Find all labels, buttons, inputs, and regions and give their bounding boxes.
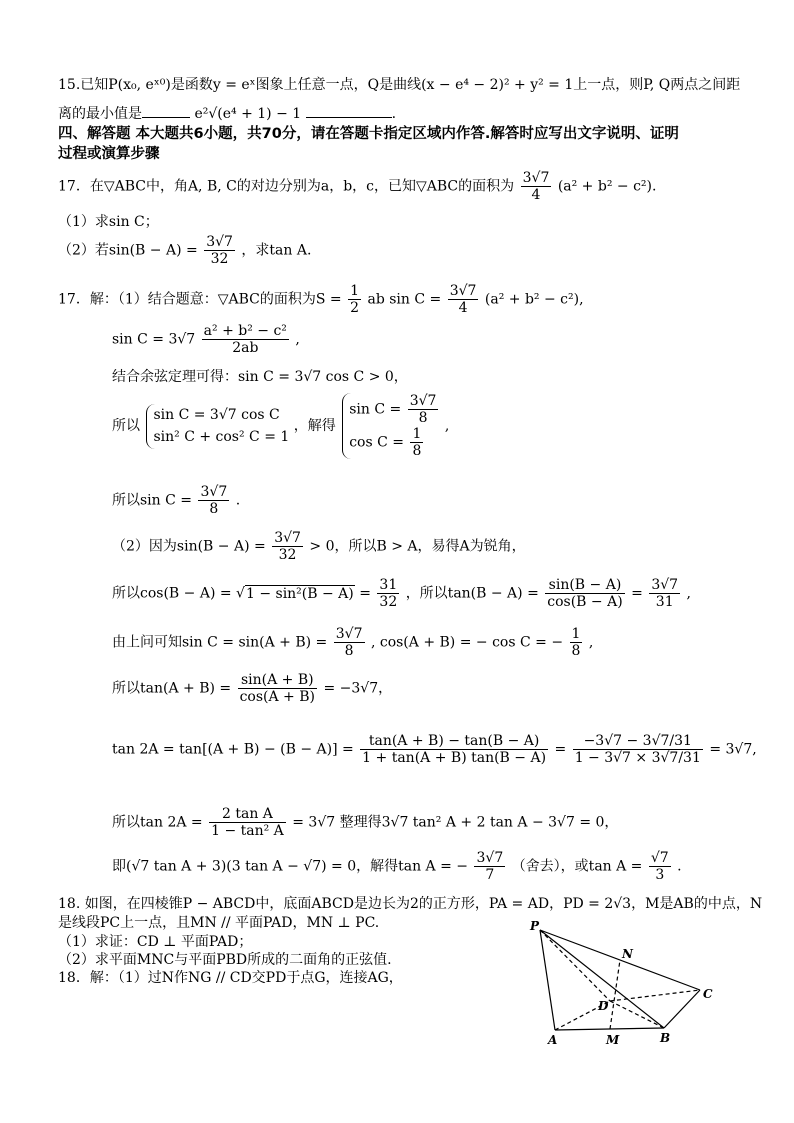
label-M: M bbox=[606, 1033, 620, 1047]
sol18-line1: 18．解：（1）过N作NG // CD交PD于点G，连接AG， bbox=[58, 970, 403, 986]
solution-system: sin C = $\frac{3√7}{8}$ cos C = $\frac{1}{8}$ bbox=[342, 393, 440, 459]
segment-MN bbox=[610, 960, 620, 1029]
sol17-line6: （2）因为sin(B − A) = $\frac{3√7}{32}$ > 0，所以B > A，易得A为锐角， bbox=[112, 530, 526, 564]
q18-part2: （2）求平面MNC与平面PBD所成的二面角的正弦值. bbox=[58, 952, 392, 968]
sol17-line11: 所以tan 2A = $\frac{\text{2 tan A}}{\text{1 − tan² A}}$ = 3√7 整理得3√7 tan² A + 2 tan A − 3√7 = 0， bbox=[112, 806, 619, 840]
sol17-line1: 17．解：（1）结合题意：▽ABC的面积为S = $\frac{1}{2}$ ab sin C = $\frac{3√7}{4}$ (a² + b² − c²), bbox=[58, 283, 584, 317]
edge-BC bbox=[664, 990, 700, 1028]
q17-stem-fraction: $\frac{3√7}{4}$ bbox=[522, 170, 550, 204]
sol17-line7: 所以cos(B − A) = √1 − sin²(B − A) = $\frac{31}{32}$ ，所以tan(B − A) = $\frac{\sin(B - A)}{\cos(B - A)}$ = $\frac{3√7}{31}$ , bbox=[112, 577, 691, 611]
label-B: B bbox=[660, 1031, 671, 1045]
edge-DB bbox=[610, 1001, 664, 1028]
label-C: C bbox=[703, 987, 713, 1001]
sol17-line2: sin C = 3√7 $\frac{\text{a² + b² − c²}}{2ab}$ , bbox=[112, 323, 300, 357]
q18-line2: 是线段PC上一点，且MN // 平面PAD，MN ⊥ PC. bbox=[58, 915, 380, 931]
q15-line1: 15.已知P(x₀, eˣ⁰)是函数y = eˣ图象上任意一点，Q是曲线(x − e⁴ − 2)² + y² = 1上一点，则P, Q两点之间距 bbox=[58, 77, 741, 93]
q18-line1: 18. 如图，在四棱锥P − ABCD中，底面ABCD是边长为2的正方形，PA = AD，PD = 2√3，M是AB的中点，N bbox=[58, 896, 763, 912]
equation-system: sin C = 3√7 cos C sin² C + cos² C = 1 bbox=[146, 404, 289, 449]
q15-answer: e²√(e⁴ + 1) − 1 bbox=[194, 106, 302, 122]
q17-stem: 17．在▽ABC中，角A, B, C的对边分别为a，b，c，已知▽ABC的面积为 $\frac{3√7}{4}$ (a² + b² − c²). bbox=[58, 170, 657, 204]
section-heading-line2: 过程或演算步骤 bbox=[58, 146, 160, 162]
q17-part1: （1）求sin C； bbox=[58, 214, 159, 230]
pyramid-figure bbox=[500, 918, 730, 1053]
section-heading-line1: 四、解答题 本大题共6小题，共70分，请在答题卡指定区域内作答.解答时应写出文字说明、证明 bbox=[58, 126, 679, 142]
answer-blank bbox=[142, 117, 190, 118]
label-A: A bbox=[548, 1033, 558, 1047]
q18-part1: （1）求证：CD ⊥ 平面PAD； bbox=[58, 934, 253, 950]
sol17-line5: 所以sin C = $\frac{3√7}{8}$ . bbox=[112, 484, 241, 518]
answer-blank-tail bbox=[306, 117, 392, 118]
label-N: N bbox=[622, 947, 633, 961]
edge-PB bbox=[540, 930, 664, 1028]
sol17-line12: 即(√7 tan A + 3)(3 tan A − √7) = 0，解得tan A = − $\frac{3√7}{7}$ （舍去），或tan A = $\frac{√7}{3}$ . bbox=[112, 850, 682, 884]
sol17-line4: 所以 sin C = 3√7 cos C sin² C + cos² C = 1 ，解得 sin C = $\frac{3√7}{8}$ cos C = $\frac{1}{8}$ , bbox=[112, 393, 450, 460]
sol17-line8: 由上问可知sin C = sin(A + B) = $\frac{3√7}{8}$ , cos(A + B) = − cos C = − $\frac{1}{8}$ , bbox=[112, 626, 594, 660]
sol17-line10: tan 2A = tan[(A + B) − (B − A)] = $\frac{\tan(A + B) - \tan(B - A)}{1 + \tan(A + B) \tan(B - A)}$ = $\frac{-3√7 - 3√7/31}{1 - 3√7 \times 3√7/31}$ = 3√7, bbox=[112, 733, 757, 767]
edge-PC bbox=[540, 930, 700, 990]
label-D: D bbox=[598, 999, 609, 1013]
q17-part2: （2）若sin(B − A) = $\frac{3√7}{32}$ ，求tan A. bbox=[58, 234, 312, 268]
q15-line2: 离的最小值是 e²√(e⁴ + 1) − 1 . bbox=[58, 106, 397, 122]
label-P: P bbox=[530, 919, 540, 933]
sol17-line9: 所以tan(A + B) = $\frac{\sin(A + B)}{\cos(A + B)}$ = −3√7， bbox=[112, 672, 393, 706]
edge-PA bbox=[540, 930, 555, 1030]
edge-PD bbox=[540, 930, 610, 1001]
sol17-line3: 结合余弦定理可得：sin C = 3√7 cos C > 0， bbox=[112, 369, 408, 385]
